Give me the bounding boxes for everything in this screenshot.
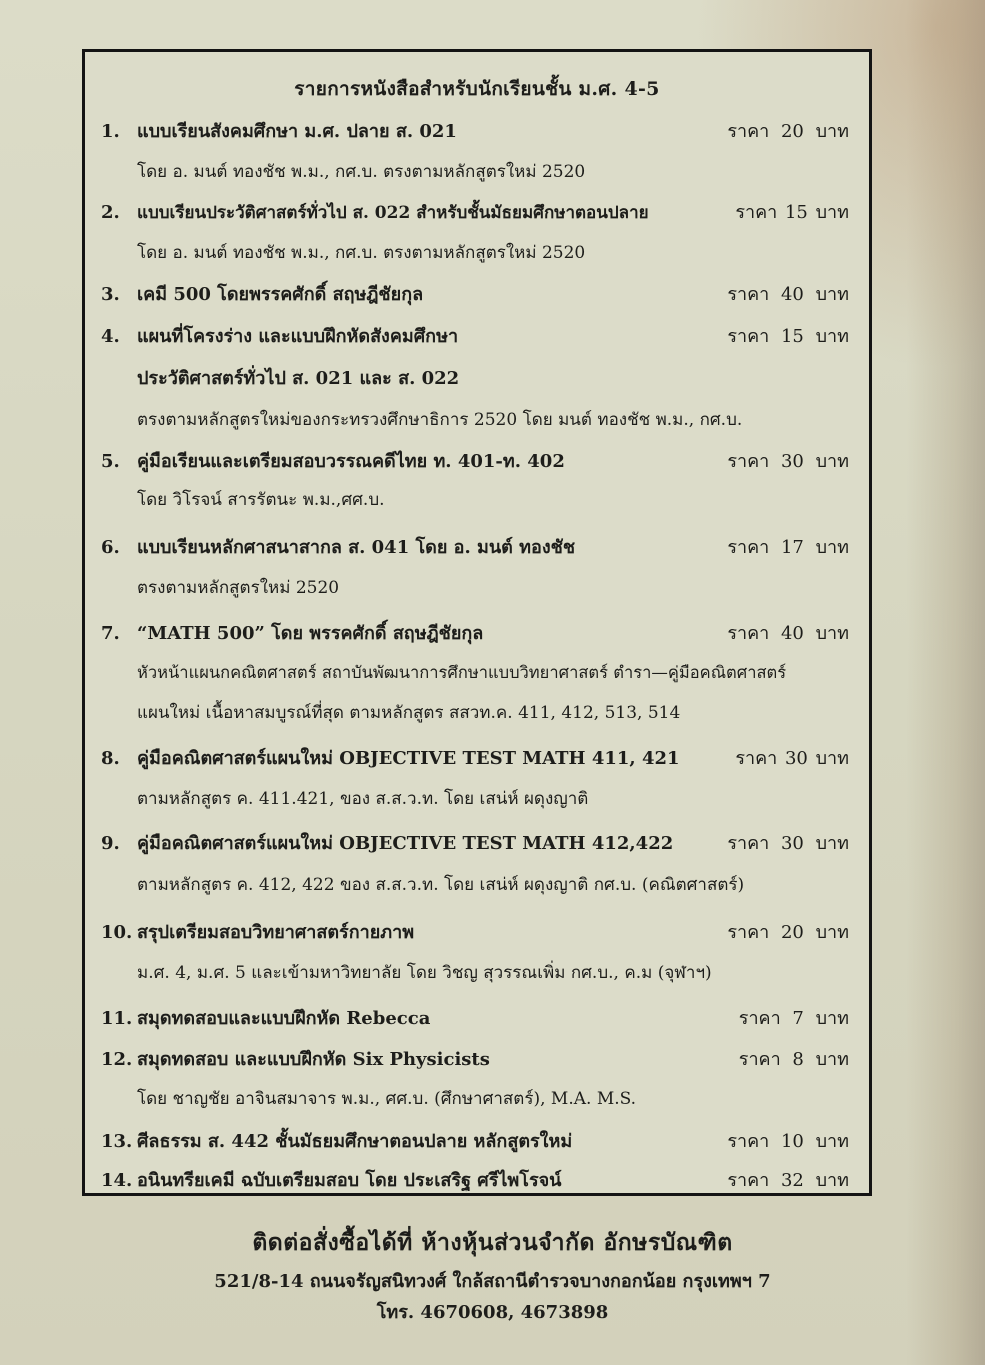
item-price: ราคา 15 บาท [727, 326, 849, 347]
item-title: แบบเรียนประวัติศาสตร์ทั่วไป ส. 022 สำหรับชั้นมัธยมศึกษาตอนปลาย [137, 203, 649, 223]
item-title: สรุปเตรียมสอบวิทยาศาสตร์กายภาพ [137, 922, 415, 943]
list-item-10 [85, 918, 869, 948]
list-item-4 [85, 322, 869, 352]
item-title: คู่มือเรียนและเตรียมสอบวรรณคดีไทย ท. 401-ท. 402 [137, 451, 565, 472]
item-9-detail [85, 870, 869, 900]
list-item-1 [85, 117, 869, 147]
item-7-detail-2 [85, 698, 869, 728]
item-number: 6. [101, 537, 120, 558]
item-price: ราคา 30 บาท [735, 748, 849, 769]
item-title: แบบเรียนหลักศาสนาสากล ส. 041 โดย อ. มนต์ ทองชัช [137, 537, 576, 558]
item-number: 12. [101, 1049, 133, 1070]
item-title: แบบเรียนสังคมศึกษา ม.ศ. ปลาย ส. 021 [137, 121, 457, 142]
book-list-frame [82, 49, 872, 1196]
item-detail: โดย วิโรจน์ สารรัตนะ พ.ม.,ศศ.บ. [137, 490, 385, 510]
contact-heading: ติดต่อสั่งซื้อได้ที่ ห้างหุ้นส่วนจำกัด อักษรบัณฑิต [252, 1229, 733, 1256]
list-item-11 [85, 1004, 869, 1034]
item-price: ราคา 20 บาท [727, 922, 849, 943]
list-item-6 [85, 533, 869, 563]
item-price: ราคา 17 บาท [727, 537, 849, 558]
item-detail: ตามหลักสูตร ค. 412, 422 ของ ส.ส.ว.ท. โดย เสน่ห์ ผดุงญาติ กศ.บ. (คณิตศาสตร์) [137, 875, 745, 895]
item-number: 5. [101, 451, 120, 472]
item-number: 14. [101, 1170, 133, 1191]
item-price: ราคา 40 บาท [727, 623, 849, 644]
list-item-5 [85, 447, 869, 477]
item-12-detail [85, 1084, 869, 1114]
item-title: คู่มือคณิตศาสตร์แผนใหม่ OBJECTIVE TEST MATH 412,422 [137, 833, 674, 854]
item-price: ราคา 10 บาท [727, 1131, 849, 1152]
item-price: ราคา 20 บาท [727, 121, 849, 142]
item-7-detail-1 [85, 658, 869, 688]
item-4-detail [85, 405, 869, 435]
item-number: 7. [101, 623, 120, 644]
item-price: ราคา 30 บาท [727, 833, 849, 854]
item-number: 13. [101, 1131, 133, 1152]
item-title: เคมี 500 โดยพรรคศักดิ์ สฤษฎีชัยกุล [137, 284, 424, 305]
list-item-9 [85, 829, 869, 859]
contact-address: 521/8-14 ถนนจรัญสนิทวงศ์ ใกล้สถานีตำรวจบางกอกน้อย กรุงเทพฯ 7 [214, 1271, 771, 1292]
item-detail: ตามหลักสูตร ค. 411.421, ของ ส.ส.ว.ท. โดย เสน่ห์ ผดุงญาติ [137, 789, 589, 809]
item-title: ศีลธรรม ส. 442 ชั้นมัธยมศึกษาตอนปลาย หลักสูตรใหม่ [137, 1131, 573, 1152]
item-2-detail [85, 238, 869, 268]
item-detail: หัวหน้าแผนกคณิตศาสตร์ สถาบันพัฒนาการศึกษาแบบวิทยาศาสตร์ ตำรา—คู่มือคณิตศาสตร์ [137, 663, 787, 682]
item-title: คู่มือคณิตศาสตร์แผนใหม่ OBJECTIVE TEST MATH 411, 421 [137, 748, 680, 769]
item-10-detail [85, 958, 869, 988]
item-title: แผนที่โครงร่าง และแบบฝึกหัดสังคมศึกษา [137, 326, 459, 347]
item-number: 8. [101, 748, 120, 769]
item-number: 10. [101, 922, 133, 943]
item-price: ราคา 8 บาท [738, 1049, 849, 1070]
item-8-detail [85, 784, 869, 814]
list-heading: รายการหนังสือสำหรับนักเรียนชั้น ม.ศ. 4-5 [294, 78, 660, 100]
list-item-12 [85, 1045, 869, 1075]
item-1-detail [85, 157, 869, 187]
item-5-detail [85, 485, 869, 515]
item-number: 3. [101, 284, 120, 305]
contact-phone: โทร. 4670608, 4673898 [376, 1302, 609, 1323]
item-price: ราคา 30 บาท [727, 451, 849, 472]
item-detail: โดย อ. มนต์ ทองชัช พ.ม., กศ.บ. ตรงตามหลักสูตรใหม่ 2520 [137, 243, 586, 263]
item-detail: แผนใหม่ เนื้อหาสมบูรณ์ที่สุด ตามหลักสูตร สสวท.ค. 411, 412, 513, 514 [137, 703, 681, 723]
item-title-continued: ประวัติศาสตร์ทั่วไป ส. 021 และ ส. 022 [137, 368, 460, 389]
item-title: “MATH 500” โดย พรรคศักดิ์ สฤษฎีชัยกุล [137, 623, 484, 644]
item-number: 2. [101, 202, 120, 223]
item-title: สมุดทดสอบและแบบฝึกหัด Rebecca [137, 1008, 431, 1029]
item-title: สมุดทดสอบ และแบบฝึกหัด Six Physicists [137, 1049, 490, 1070]
item-detail: ม.ศ. 4, ม.ศ. 5 และเข้ามหาวิทยาลัย โดย วิชญ สุวรรณเพิ่ม กศ.บ., ค.ม (จุฬาฯ) [137, 963, 712, 983]
item-detail: ตรงตามหลักสูตรใหม่ 2520 [137, 578, 340, 598]
item-6-detail [85, 573, 869, 603]
item-number: 1. [101, 121, 120, 142]
list-item-8 [85, 744, 869, 774]
item-price: ราคา 7 บาท [738, 1008, 849, 1029]
item-price: ราคา 32 บาท [727, 1170, 849, 1191]
item-number: 9. [101, 833, 120, 854]
item-price: ราคา 15 บาท [735, 202, 849, 223]
item-4-title-cont [85, 364, 869, 394]
list-item-3 [85, 280, 869, 310]
item-detail: โดย อ. มนต์ ทองชัช พ.ม., กศ.บ. ตรงตามหลักสูตรใหม่ 2520 [137, 162, 586, 182]
list-item-13 [85, 1127, 869, 1157]
item-detail: ตรงตามหลักสูตรใหม่ของกระทรวงศึกษาธิการ 2520 โดย มนต์ ทองชัช พ.ม., กศ.บ. [137, 410, 743, 430]
item-number: 4. [101, 326, 120, 347]
list-item-2 [85, 198, 869, 228]
list-item-7 [85, 619, 869, 649]
item-title: อนินทรียเคมี ฉบับเตรียมสอบ โดย ประเสริฐ ศรีไพโรจน์ [137, 1170, 562, 1191]
item-detail: โดย ชาญชัย อาจินสมาจาร พ.ม., ศศ.บ. (ศึกษาศาสตร์), M.A. M.S. [137, 1089, 637, 1109]
item-number: 11. [101, 1008, 133, 1029]
list-item-14 [85, 1166, 869, 1196]
item-price: ราคา 40 บาท [727, 284, 849, 305]
